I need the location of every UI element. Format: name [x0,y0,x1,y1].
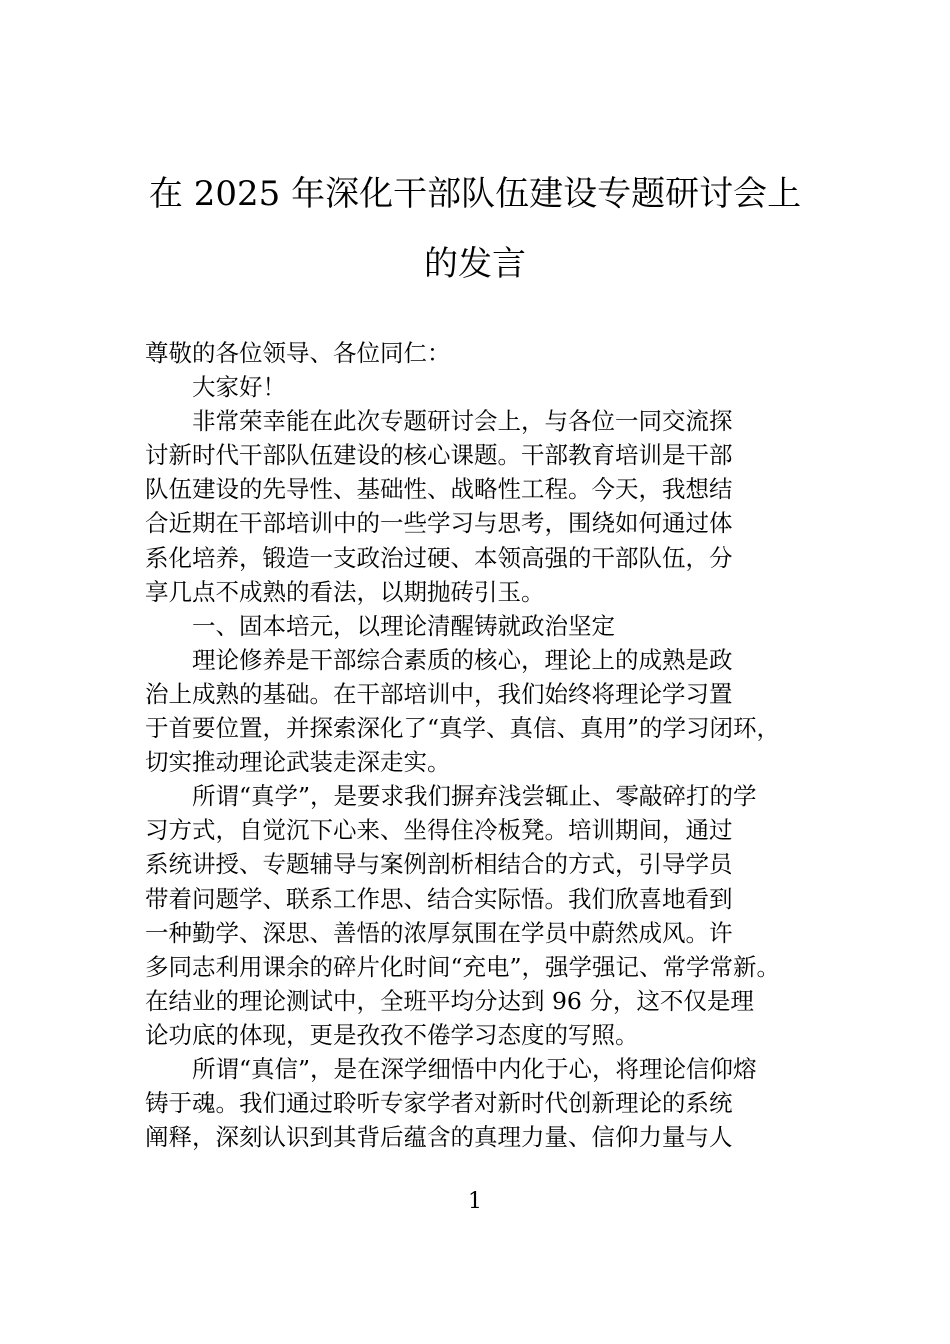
document-title-line-1: 在 2025 年深化干部队伍建设专题研讨会上 [148,174,802,214]
body-text-line: 系化培养，锻造一支政治过硬、本领高强的干部队伍，分 [145,543,733,572]
body-text-line: 队伍建设的先导性、基础性、战略性工程。今天，我想结 [145,475,733,504]
body-text-line: 尊敬的各位领导、各位同仁： [145,339,451,367]
body-text-line: 铸于魂。我们通过聆听专家学者对新时代创新理论的系统 [145,1089,733,1118]
body-text-line: 多同志利用课余的碎片化时间“充电”，强学强记、常学常新。 [145,952,781,981]
document-body [145,336,835,1154]
body-text-line: 非常荣幸能在此次专题研讨会上，与各位一同交流探 [192,407,733,436]
body-text-line: 一、固本培元，以理论清醒铸就政治坚定 [192,611,615,640]
body-text-line: 享几点不成熟的看法，以期抛砖引玉。 [145,577,545,606]
body-text-line: 讨新时代干部队伍建设的核心课题。干部教育培训是干部 [145,441,733,470]
body-text-line: 治上成熟的基础。在干部培训中，我们始终将理论学习置 [145,679,733,708]
document-title-line-2: 的发言 [424,244,526,284]
body-text-line: 一种勤学、深思、善悟的浓厚氛围在学员中蔚然成风。许 [145,918,733,947]
body-text-line: 系统讲授、专题辅导与案例剖析相结合的方式，引导学员 [145,850,733,879]
body-text-line: 阐释，深刻认识到其背后蕴含的真理力量、信仰力量与人 [145,1123,733,1152]
body-text-line: 带着问题学、联系工作思、结合实际悟。我们欣喜地看到 [145,884,733,913]
body-text-line: 论功底的体现，更是孜孜不倦学习态度的写照。 [145,1020,639,1049]
page-number: 1 [468,1189,482,1214]
body-text-line: 习方式，自觉沉下心来、坐得住冷板凳。培训期间，通过 [145,816,733,845]
body-text-line: 切实推动理论武装走深走实。 [145,748,451,777]
body-text-line: 在结业的理论测试中，全班平均分达到 96 分，这不仅是理 [145,986,754,1015]
body-text-line: 大家好！ [192,373,286,402]
body-text-line: 合近期在干部培训中的一些学习与思考，围绕如何通过体 [145,509,733,538]
body-text-line: 于首要位置，并探索深化了“真学、真信、真用”的学习闭环， [145,714,781,743]
body-text-line: 所谓“真学”，是要求我们摒弃浅尝辄止、零敲碎打的学 [192,782,757,811]
body-text-line: 理论修养是干部综合素质的核心，理论上的成熟是政 [192,645,733,674]
body-text-line: 所谓“真信”，是在深学细悟中内化于心，将理论信仰熔 [192,1054,757,1083]
